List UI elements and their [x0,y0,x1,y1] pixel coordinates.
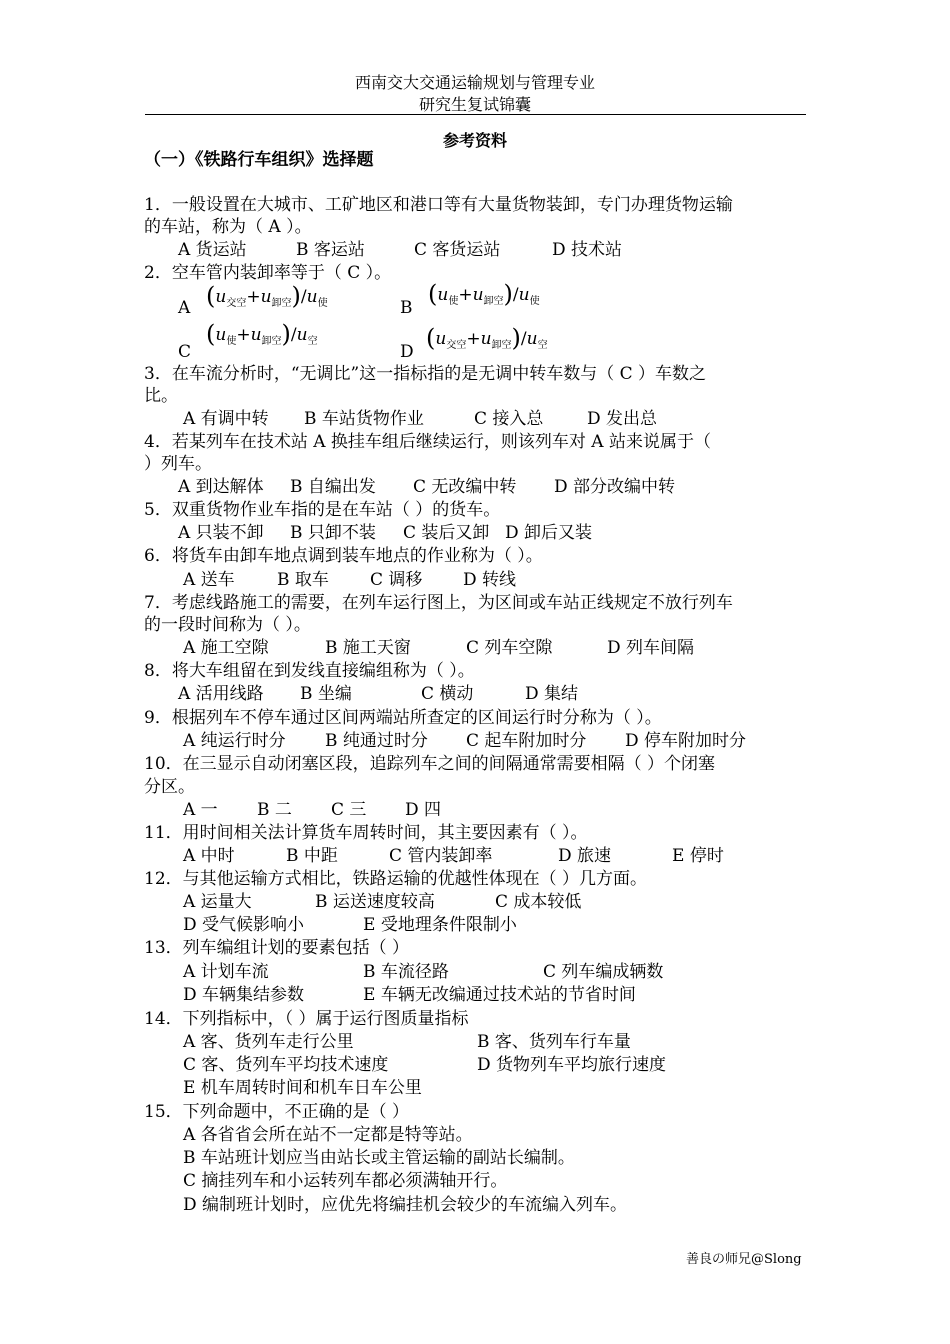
q14-option-a: A 客、货列车走行公里 [183,1032,354,1052]
q11-text: 11．用时间相关法计算货车周转时间，其主要因素有（ ）。 [144,823,588,843]
q8-option-a: A 活用线路 [178,684,264,704]
q13-option-c: C 列车编成辆数 [543,962,664,982]
q12-option-a: A 运量大 [183,892,252,912]
header-rule [145,114,806,115]
page-footer: 善良の师兄@Slong [686,1252,802,1267]
q8-option-c: C 横动 [421,684,474,704]
q7-option-a: A 施工空隙 [183,638,269,658]
q2-option-c-label: C [178,342,192,362]
q12-text: 12．与其他运输方式相比，铁路运输的优越性体现在（ ）几方面。 [144,869,648,889]
q15-text: 15．下列命题中，不正确的是（ ） [144,1102,410,1122]
q8-option-d: D 集结 [525,684,579,704]
q3-text-1: 3．在车流分析时，“无调比”这一指标指的是无调中转车数与（ C ）车数之 [144,364,707,384]
q13-option-b: B 车流径路 [363,962,449,982]
header-line-1: 西南交大交通运输规划与管理专业 [354,73,595,92]
q10-text-1: 10．在三显示自动闭塞区段，追踪列车之间的间隔通常需要相隔（ ）个闭塞 [144,754,716,774]
q5-option-a: A 只装不卸 [178,523,264,543]
q10-text-2: 分区。 [144,777,195,797]
q5-option-b: B 只卸不装 [290,523,376,543]
q3-option-a: A 有调中转 [183,409,269,429]
q14-option-b: B 客、货列车行车量 [477,1032,631,1052]
q6-option-a: A 送车 [183,570,235,590]
q13-option-d: D 车辆集结参数 [183,985,305,1005]
q2-text: 2．空车管内装卸率等于（ C ）。 [144,263,392,283]
q4-option-b: B 自编出发 [290,477,376,497]
q7-option-b: B 施工天窗 [325,638,411,658]
q7-option-d: D 列车间隔 [607,638,695,658]
q15-option-b: B 车站班计划应当由站长或主管运输的副站长编制。 [183,1148,575,1168]
q1-text-1: 1．一般设置在大城市、工矿地区和港口等有大量货物装卸，专门办理货物运输 [144,195,733,215]
q6-text: 6．将货车由卸车地点调到装车地点的作业称为（ ）。 [144,546,543,566]
q5-option-d: D 卸后又装 [505,523,593,543]
q6-option-d: D 转线 [463,570,517,590]
q10-option-a: A 一 [183,800,218,820]
q14-text: 14．下列指标中，（ ）属于运行图质量指标 [144,1009,469,1029]
q7-text-2: 的一段时间称为（ ）。 [144,615,311,635]
q3-option-d: D 发出总 [587,409,658,429]
q15-option-c: C 摘挂列车和小运转列车都必须满轴开行。 [183,1171,508,1191]
q4-option-a: A 到达解体 [178,477,264,497]
q13-option-a: A 计划车流 [183,962,269,982]
q11-option-e: E 停时 [672,846,724,866]
q14-option-d: D 货物列车平均旅行速度 [477,1055,667,1075]
q1-option-a: A 货运站 [178,240,247,260]
q15-option-a: A 各省省会所在站不一定都是特等站。 [183,1125,473,1145]
q3-option-c: C 接入总 [474,409,544,429]
q11-option-a: A 中时 [183,846,235,866]
q11-option-d: D 旅速 [558,846,612,866]
q11-option-b: B 中距 [286,846,338,866]
q10-option-d: D 四 [405,800,442,820]
q8-option-b: B 坐编 [300,684,352,704]
q4-option-c: C 无改编中转 [413,477,517,497]
q12-option-c: C 成本较低 [495,892,582,912]
q2-option-b-formula: $(u_使+u_{卸空})/u_使$ [428,280,540,308]
header-line-2: 研究生复试锦囊 [418,95,531,114]
q10-option-c: C 三 [331,800,367,820]
q12-option-e: E 受地理条件限制小 [363,915,517,935]
q2-option-d-formula: $(u_{交空}+u_{卸空})/u_空$ [426,324,548,352]
section-subtitle: （一）《铁路行车组织》选择题 [144,150,374,170]
q9-option-a: A 纯运行时分 [183,731,286,751]
q12-option-d: D 受气候影响小 [183,915,305,935]
q2-option-c-formula: $(u_使+u_{卸空})/u_空$ [206,320,318,348]
q1-text-2: 的车站，称为（ A ）。 [144,217,312,237]
q5-text: 5．双重货物作业车指的是在车站（ ）的货车。 [144,500,501,520]
q2-option-a-label: A [178,298,191,318]
q12-option-b: B 运送速度较高 [315,892,435,912]
q2-option-d-label: D [400,342,414,362]
q8-text: 8．将大车组留在到发线直接编组称为（ ）。 [144,661,475,681]
q13-text: 13．列车编组计划的要素包括（ ） [144,938,410,958]
q7-text-1: 7．考虑线路施工的需要，在列车运行图上，为区间或车站正线规定不放行列车 [144,593,733,613]
q11-option-c: C 管内装卸率 [389,846,493,866]
q9-option-d: D 停车附加时分 [625,731,747,751]
q1-option-d: D 技术站 [552,240,623,260]
q13-option-e: E 车辆无改编通过技术站的节省时间 [363,985,636,1005]
q9-option-b: B 纯通过时分 [325,731,428,751]
q15-option-d: D 编制班计划时，应优先将编挂机会较少的车流编入列车。 [183,1195,628,1215]
q5-option-c: C 装后又卸 [403,523,490,543]
q1-option-b: B 客运站 [296,240,365,260]
q9-option-c: C 起车附加时分 [466,731,587,751]
q1-option-c: C 客货运站 [414,240,501,260]
q10-option-b: B 二 [257,800,292,820]
q4-text-1: 4．若某列车在技术站 A 换挂车组后继续运行，则该列车对 A 站来说属于（ [144,432,711,452]
q2-option-a-formula: $(u_{交空}+u_{卸空})/u_使$ [206,282,328,310]
q3-text-2: 比。 [144,386,178,406]
q9-text: 9．根据列车不停车通过区间两端站所查定的区间运行时分称为（ ）。 [144,708,662,728]
q7-option-c: C 列车空隙 [466,638,553,658]
q4-text-2: ）列车。 [144,454,212,474]
section-title: 参考资料 [442,131,507,150]
q4-option-d: D 部分改编中转 [554,477,676,497]
q6-option-b: B 取车 [277,570,329,590]
q3-option-b: B 车站货物作业 [304,409,424,429]
q14-option-e: E 机车周转时间和机车日车公里 [183,1078,422,1098]
q6-option-c: C 调移 [370,570,423,590]
q2-option-b-label: B [400,298,413,318]
q14-option-c: C 客、货列车平均技术速度 [183,1055,389,1075]
